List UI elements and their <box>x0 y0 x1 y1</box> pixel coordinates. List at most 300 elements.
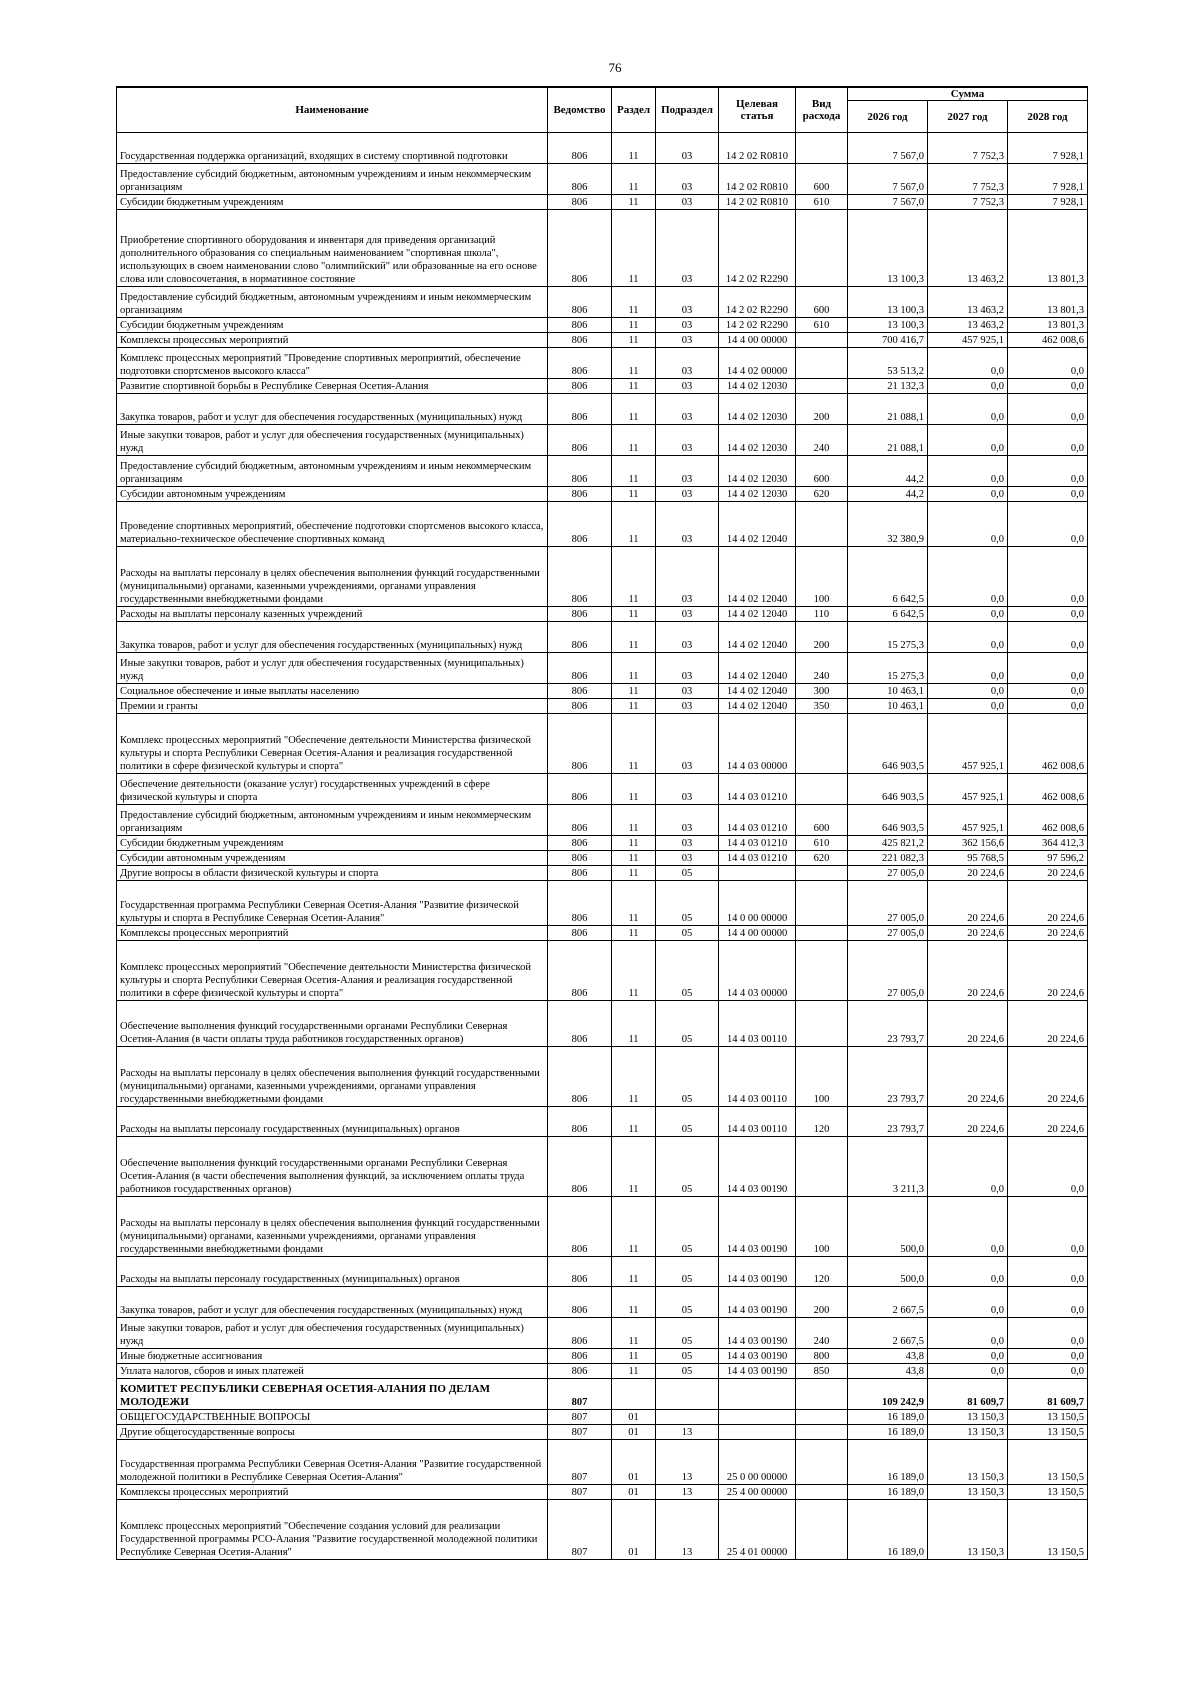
table-row <box>117 622 1088 653</box>
row-name: Субсидии бюджетным учреждениям <box>117 195 548 210</box>
row-sum-2028: 0,0 <box>1008 425 1088 456</box>
header-year-2026: 2026 год <box>848 101 928 133</box>
table-row <box>117 851 1088 866</box>
row-dept: 806 <box>548 1364 612 1379</box>
table-row <box>117 1047 1088 1107</box>
row-sum-2026: 15 275,3 <box>848 622 928 653</box>
table-row <box>117 1440 1088 1485</box>
row-dept: 806 <box>548 941 612 1001</box>
row-subsection: 03 <box>656 394 719 425</box>
row-name: Комплекс процессных мероприятий "Проведение спортивных мероприятий, обеспечение подготовки спортсменов высокого класса" <box>117 348 548 379</box>
row-target <box>719 866 796 881</box>
row-section: 11 <box>612 805 656 836</box>
row-sum-2028: 13 150,5 <box>1008 1410 1088 1425</box>
row-section: 01 <box>612 1500 656 1560</box>
row-sum-2028: 462 008,6 <box>1008 333 1088 348</box>
row-sum-2027: 7 752,3 <box>928 195 1008 210</box>
row-section: 11 <box>612 1287 656 1318</box>
row-sum-2028: 462 008,6 <box>1008 714 1088 774</box>
row-dept: 806 <box>548 487 612 502</box>
row-sum-2027: 13 150,3 <box>928 1500 1008 1560</box>
row-sum-2027: 0,0 <box>928 1287 1008 1318</box>
row-dept: 806 <box>548 714 612 774</box>
row-name: Закупка товаров, работ и услуг для обеспечения государственных (муниципальных) нужд <box>117 1287 548 1318</box>
row-sum-2027: 7 752,3 <box>928 133 1008 164</box>
row-subsection: 05 <box>656 1349 719 1364</box>
row-target: 14 4 00 00000 <box>719 926 796 941</box>
table-row <box>117 1257 1088 1287</box>
row-sum-2028: 20 224,6 <box>1008 866 1088 881</box>
row-expense-type <box>796 333 848 348</box>
row-dept: 807 <box>548 1500 612 1560</box>
row-subsection: 03 <box>656 287 719 318</box>
row-sum-2027: 0,0 <box>928 1318 1008 1349</box>
row-sum-2028: 0,0 <box>1008 348 1088 379</box>
row-dept: 806 <box>548 425 612 456</box>
row-sum-2026: 221 082,3 <box>848 851 928 866</box>
row-sum-2028: 0,0 <box>1008 684 1088 699</box>
row-sum-2026: 10 463,1 <box>848 699 928 714</box>
row-subsection: 03 <box>656 379 719 394</box>
row-name: Государственная программа Республики Северная Осетия-Алания "Развитие государственной молодежной политики в Республике Северная Осетия-Алания" <box>117 1440 548 1485</box>
row-sum-2026: 32 380,9 <box>848 502 928 547</box>
row-section: 11 <box>612 1137 656 1197</box>
row-subsection: 05 <box>656 1047 719 1107</box>
row-sum-2028: 0,0 <box>1008 699 1088 714</box>
row-subsection: 03 <box>656 456 719 487</box>
row-sum-2026: 16 189,0 <box>848 1485 928 1500</box>
row-subsection: 05 <box>656 1107 719 1137</box>
row-expense-type <box>796 774 848 805</box>
row-name: Приобретение спортивного оборудования и инвентаря для приведения организаций дополнительного образования со специальным наименованием "спортивная школа", использующих в своем наименовании слово "олимпийский" или образованные на его основе слова или словосочетания, в нормативное состояние <box>117 210 548 287</box>
row-target: 14 2 02 R0810 <box>719 195 796 210</box>
table-row <box>117 1001 1088 1047</box>
row-dept: 806 <box>548 210 612 287</box>
row-sum-2027: 0,0 <box>928 684 1008 699</box>
table-row <box>117 318 1088 333</box>
row-sum-2026: 23 793,7 <box>848 1047 928 1107</box>
table-row <box>117 1410 1088 1425</box>
row-expense-type: 200 <box>796 622 848 653</box>
table-row <box>117 425 1088 456</box>
row-section: 11 <box>612 622 656 653</box>
row-dept: 806 <box>548 774 612 805</box>
row-dept: 806 <box>548 1197 612 1257</box>
row-subsection: 05 <box>656 1137 719 1197</box>
row-target: 14 4 03 00190 <box>719 1349 796 1364</box>
row-sum-2026: 7 567,0 <box>848 133 928 164</box>
row-dept: 807 <box>548 1410 612 1425</box>
row-dept: 806 <box>548 502 612 547</box>
row-target: 25 0 00 00000 <box>719 1440 796 1485</box>
row-dept: 806 <box>548 318 612 333</box>
row-subsection: 03 <box>656 653 719 684</box>
table-row <box>117 941 1088 1001</box>
row-sum-2026: 425 821,2 <box>848 836 928 851</box>
row-section: 01 <box>612 1410 656 1425</box>
table-row <box>117 1364 1088 1379</box>
row-sum-2027: 457 925,1 <box>928 774 1008 805</box>
row-section: 11 <box>612 926 656 941</box>
row-subsection: 05 <box>656 926 719 941</box>
row-dept: 806 <box>548 881 612 926</box>
row-name: Государственная программа Республики Северная Осетия-Алания "Развитие физической культуры и спорта в Республике Северная Осетия-Алания" <box>117 881 548 926</box>
row-sum-2027: 13 150,3 <box>928 1440 1008 1485</box>
row-dept: 806 <box>548 348 612 379</box>
row-sum-2027: 20 224,6 <box>928 1107 1008 1137</box>
row-sum-2027: 457 925,1 <box>928 333 1008 348</box>
row-sum-2027: 0,0 <box>928 699 1008 714</box>
row-sum-2026: 44,2 <box>848 487 928 502</box>
row-sum-2027: 0,0 <box>928 456 1008 487</box>
row-target: 14 4 02 12040 <box>719 547 796 607</box>
header-expense-type: Вид расхода <box>796 87 848 133</box>
row-sum-2028: 13 801,3 <box>1008 318 1088 333</box>
row-subsection: 03 <box>656 699 719 714</box>
row-name: Другие вопросы в области физической культуры и спорта <box>117 866 548 881</box>
row-name: Расходы на выплаты персоналу казенных учреждений <box>117 607 548 622</box>
row-target: 14 4 02 12030 <box>719 379 796 394</box>
row-dept: 806 <box>548 1107 612 1137</box>
row-sum-2026: 6 642,5 <box>848 547 928 607</box>
row-dept: 807 <box>548 1440 612 1485</box>
header-year-2027: 2027 год <box>928 101 1008 133</box>
row-section: 11 <box>612 941 656 1001</box>
row-subsection: 03 <box>656 348 719 379</box>
row-target: 14 4 03 00000 <box>719 941 796 1001</box>
table-row <box>117 684 1088 699</box>
row-target: 14 2 02 R2290 <box>719 318 796 333</box>
row-sum-2026: 646 903,5 <box>848 774 928 805</box>
row-expense-type <box>796 926 848 941</box>
row-target: 14 4 03 01210 <box>719 774 796 805</box>
row-sum-2027: 13 150,3 <box>928 1410 1008 1425</box>
row-target: 14 4 02 12040 <box>719 502 796 547</box>
row-subsection: 05 <box>656 1287 719 1318</box>
table-row <box>117 502 1088 547</box>
row-subsection: 03 <box>656 851 719 866</box>
row-name: Субсидии автономным учреждениям <box>117 487 548 502</box>
row-subsection: 03 <box>656 164 719 195</box>
row-sum-2028: 7 928,1 <box>1008 133 1088 164</box>
row-name: Субсидии бюджетным учреждениям <box>117 836 548 851</box>
row-subsection <box>656 1379 719 1410</box>
row-sum-2028: 0,0 <box>1008 607 1088 622</box>
row-sum-2027: 7 752,3 <box>928 164 1008 195</box>
row-target: 14 4 03 00110 <box>719 1001 796 1047</box>
table-row <box>117 1318 1088 1349</box>
row-dept: 806 <box>548 622 612 653</box>
row-expense-type: 240 <box>796 425 848 456</box>
row-section: 11 <box>612 684 656 699</box>
row-target: 14 4 03 01210 <box>719 851 796 866</box>
row-section: 11 <box>612 1364 656 1379</box>
row-sum-2026: 2 667,5 <box>848 1318 928 1349</box>
row-subsection: 03 <box>656 195 719 210</box>
row-target: 14 4 03 01210 <box>719 836 796 851</box>
row-section: 11 <box>612 195 656 210</box>
table-row <box>117 333 1088 348</box>
row-sum-2028: 0,0 <box>1008 379 1088 394</box>
row-target: 14 4 03 00190 <box>719 1287 796 1318</box>
row-sum-2027: 20 224,6 <box>928 866 1008 881</box>
row-section: 11 <box>612 333 656 348</box>
row-sum-2026: 10 463,1 <box>848 684 928 699</box>
row-target: 14 4 02 12030 <box>719 487 796 502</box>
row-section: 11 <box>612 699 656 714</box>
header-year-2028: 2028 год <box>1008 101 1088 133</box>
row-sum-2027: 0,0 <box>928 1257 1008 1287</box>
row-subsection: 05 <box>656 1257 719 1287</box>
row-sum-2028: 20 224,6 <box>1008 941 1088 1001</box>
table-row <box>117 210 1088 287</box>
row-sum-2026: 43,8 <box>848 1364 928 1379</box>
row-expense-type: 200 <box>796 1287 848 1318</box>
row-section: 11 <box>612 425 656 456</box>
row-sum-2027: 13 463,2 <box>928 210 1008 287</box>
row-target: 14 4 02 12040 <box>719 699 796 714</box>
row-name: Комплексы процессных мероприятий <box>117 1485 548 1500</box>
table-row <box>117 1107 1088 1137</box>
row-sum-2028: 13 801,3 <box>1008 210 1088 287</box>
row-section: 11 <box>612 210 656 287</box>
row-name: Иные бюджетные ассигнования <box>117 1349 548 1364</box>
row-sum-2027: 0,0 <box>928 653 1008 684</box>
row-subsection: 05 <box>656 1364 719 1379</box>
row-name: Субсидии бюджетным учреждениям <box>117 318 548 333</box>
row-sum-2027: 457 925,1 <box>928 805 1008 836</box>
row-section: 11 <box>612 456 656 487</box>
row-target: 14 2 02 R2290 <box>719 210 796 287</box>
row-target: 14 4 02 12040 <box>719 684 796 699</box>
row-expense-type: 620 <box>796 851 848 866</box>
row-subsection: 13 <box>656 1425 719 1440</box>
row-sum-2027: 20 224,6 <box>928 1001 1008 1047</box>
row-sum-2026: 21 088,1 <box>848 425 928 456</box>
row-name: Социальное обеспечение и иные выплаты населению <box>117 684 548 699</box>
row-target: 14 4 02 12040 <box>719 653 796 684</box>
row-name: Уплата налогов, сборов и иных платежей <box>117 1364 548 1379</box>
row-name: КОМИТЕТ РЕСПУБЛИКИ СЕВЕРНАЯ ОСЕТИЯ-АЛАНИЯ ПО ДЕЛАМ МОЛОДЕЖИ <box>117 1379 548 1410</box>
row-name: Государственная поддержка организаций, входящих в систему спортивной подготовки <box>117 133 548 164</box>
row-expense-type: 600 <box>796 164 848 195</box>
row-sum-2026: 21 132,3 <box>848 379 928 394</box>
table-row <box>117 805 1088 836</box>
row-sum-2028: 20 224,6 <box>1008 881 1088 926</box>
row-name: Комплексы процессных мероприятий <box>117 926 548 941</box>
row-expense-type: 100 <box>796 547 848 607</box>
row-subsection: 03 <box>656 622 719 653</box>
row-expense-type: 600 <box>796 805 848 836</box>
row-dept: 806 <box>548 1349 612 1364</box>
row-expense-type: 350 <box>796 699 848 714</box>
row-sum-2028: 20 224,6 <box>1008 1001 1088 1047</box>
row-dept: 806 <box>548 607 612 622</box>
table-row <box>117 714 1088 774</box>
row-sum-2028: 364 412,3 <box>1008 836 1088 851</box>
row-name: Иные закупки товаров, работ и услуг для обеспечения государственных (муниципальных) нужд <box>117 1318 548 1349</box>
row-sum-2027: 0,0 <box>928 1197 1008 1257</box>
row-expense-type <box>796 941 848 1001</box>
row-sum-2027: 0,0 <box>928 502 1008 547</box>
row-expense-type: 850 <box>796 1364 848 1379</box>
row-sum-2026: 2 667,5 <box>848 1287 928 1318</box>
row-target: 14 0 00 00000 <box>719 881 796 926</box>
row-sum-2026: 16 189,0 <box>848 1410 928 1425</box>
row-subsection: 03 <box>656 607 719 622</box>
header-target: Целевая статья <box>719 87 796 133</box>
row-subsection: 03 <box>656 502 719 547</box>
row-subsection: 05 <box>656 1001 719 1047</box>
row-sum-2028: 0,0 <box>1008 1257 1088 1287</box>
table-row <box>117 1349 1088 1364</box>
table-body <box>117 133 1088 1560</box>
row-sum-2028: 0,0 <box>1008 1287 1088 1318</box>
row-section: 11 <box>612 1318 656 1349</box>
row-subsection: 03 <box>656 318 719 333</box>
row-section: 01 <box>612 1440 656 1485</box>
row-expense-type: 240 <box>796 653 848 684</box>
row-sum-2027: 13 150,3 <box>928 1425 1008 1440</box>
row-expense-type <box>796 714 848 774</box>
row-sum-2027: 0,0 <box>928 348 1008 379</box>
row-section: 11 <box>612 1047 656 1107</box>
row-subsection: 05 <box>656 866 719 881</box>
row-sum-2028: 13 150,5 <box>1008 1500 1088 1560</box>
row-sum-2027: 0,0 <box>928 1364 1008 1379</box>
table-row <box>117 836 1088 851</box>
row-subsection: 03 <box>656 547 719 607</box>
row-name: ОБЩЕГОСУДАРСТВЕННЫЕ ВОПРОСЫ <box>117 1410 548 1425</box>
table-row <box>117 1500 1088 1560</box>
row-sum-2026: 16 189,0 <box>848 1425 928 1440</box>
row-name: Расходы на выплаты персоналу в целях обеспечения выполнения функций государственными (муниципальными) органами, казенными учреждениями, органами управления государственными внебюджетными фондами <box>117 1047 548 1107</box>
row-sum-2026: 500,0 <box>848 1257 928 1287</box>
row-target <box>719 1410 796 1425</box>
row-dept: 806 <box>548 456 612 487</box>
row-section: 11 <box>612 379 656 394</box>
row-name: Расходы на выплаты персоналу в целях обеспечения выполнения функций государственными (муниципальными) органами, казенными учреждениями, органами управления государственными внебюджетными фондами <box>117 1197 548 1257</box>
row-target: 14 4 03 00110 <box>719 1107 796 1137</box>
row-section: 11 <box>612 502 656 547</box>
row-subsection <box>656 1410 719 1425</box>
row-section: 01 <box>612 1485 656 1500</box>
row-name: Обеспечение деятельности (оказание услуг) государственных учреждений в сфере физической культуры и спорта <box>117 774 548 805</box>
row-dept: 806 <box>548 805 612 836</box>
row-dept: 806 <box>548 866 612 881</box>
row-dept: 806 <box>548 699 612 714</box>
row-target: 14 4 03 00190 <box>719 1257 796 1287</box>
row-sum-2027: 0,0 <box>928 394 1008 425</box>
row-expense-type: 610 <box>796 836 848 851</box>
row-subsection: 03 <box>656 133 719 164</box>
row-expense-type: 100 <box>796 1047 848 1107</box>
row-sum-2028: 0,0 <box>1008 502 1088 547</box>
table-row <box>117 607 1088 622</box>
row-sum-2028: 20 224,6 <box>1008 1047 1088 1107</box>
row-section: 11 <box>612 881 656 926</box>
row-expense-type <box>796 1425 848 1440</box>
row-expense-type <box>796 1137 848 1197</box>
row-expense-type <box>796 1500 848 1560</box>
row-sum-2026: 3 211,3 <box>848 1137 928 1197</box>
row-target: 14 2 02 R0810 <box>719 133 796 164</box>
row-dept: 806 <box>548 1001 612 1047</box>
table-row <box>117 1379 1088 1410</box>
row-subsection: 03 <box>656 333 719 348</box>
row-subsection: 13 <box>656 1440 719 1485</box>
row-dept: 806 <box>548 1137 612 1197</box>
row-sum-2028: 7 928,1 <box>1008 164 1088 195</box>
row-target: 14 4 02 12040 <box>719 622 796 653</box>
row-name: Развитие спортивной борьбы в Республике Северная Осетия-Алания <box>117 379 548 394</box>
row-sum-2028: 20 224,6 <box>1008 926 1088 941</box>
row-sum-2028: 13 150,5 <box>1008 1425 1088 1440</box>
budget-table <box>116 86 1088 1560</box>
row-sum-2026: 7 567,0 <box>848 164 928 195</box>
row-sum-2027: 13 150,3 <box>928 1485 1008 1500</box>
row-sum-2027: 95 768,5 <box>928 851 1008 866</box>
row-target: 14 2 02 R2290 <box>719 287 796 318</box>
row-name: Субсидии автономным учреждениям <box>117 851 548 866</box>
table-row <box>117 379 1088 394</box>
row-subsection: 03 <box>656 684 719 699</box>
row-sum-2026: 13 100,3 <box>848 318 928 333</box>
row-sum-2028: 20 224,6 <box>1008 1107 1088 1137</box>
row-subsection: 05 <box>656 1318 719 1349</box>
row-section: 11 <box>612 1107 656 1137</box>
table-row <box>117 699 1088 714</box>
row-section: 11 <box>612 714 656 774</box>
row-section: 11 <box>612 607 656 622</box>
row-sum-2028: 97 596,2 <box>1008 851 1088 866</box>
row-name: Иные закупки товаров, работ и услуг для обеспечения государственных (муниципальных) нужд <box>117 425 548 456</box>
row-sum-2026: 646 903,5 <box>848 714 928 774</box>
row-target: 14 4 02 12030 <box>719 425 796 456</box>
table-row <box>117 195 1088 210</box>
table-row <box>117 487 1088 502</box>
row-subsection: 03 <box>656 425 719 456</box>
row-dept: 806 <box>548 836 612 851</box>
row-sum-2028: 462 008,6 <box>1008 774 1088 805</box>
table-row <box>117 926 1088 941</box>
row-name: Расходы на выплаты персоналу государственных (муниципальных) органов <box>117 1257 548 1287</box>
row-dept: 806 <box>548 133 612 164</box>
row-sum-2028: 7 928,1 <box>1008 195 1088 210</box>
row-sum-2026: 7 567,0 <box>848 195 928 210</box>
row-name: Расходы на выплаты персоналу государственных (муниципальных) органов <box>117 1107 548 1137</box>
row-target: 14 4 03 00190 <box>719 1364 796 1379</box>
table-row <box>117 881 1088 926</box>
row-sum-2027: 0,0 <box>928 1349 1008 1364</box>
row-sum-2028: 81 609,7 <box>1008 1379 1088 1410</box>
row-subsection: 05 <box>656 881 719 926</box>
row-subsection: 03 <box>656 714 719 774</box>
table-row <box>117 866 1088 881</box>
row-target: 14 4 00 00000 <box>719 333 796 348</box>
row-name: Комплекс процессных мероприятий "Обеспечение деятельности Министерства физической культуры и спорта Республики Северная Осетия-Алания и реализация государственной политики в сфере физической культуры и спорта" <box>117 941 548 1001</box>
row-expense-type <box>796 1440 848 1485</box>
row-sum-2026: 53 513,2 <box>848 348 928 379</box>
row-section: 11 <box>612 851 656 866</box>
row-sum-2026: 16 189,0 <box>848 1440 928 1485</box>
row-sum-2028: 0,0 <box>1008 456 1088 487</box>
row-sum-2026: 15 275,3 <box>848 653 928 684</box>
table-row <box>117 133 1088 164</box>
row-section: 11 <box>612 866 656 881</box>
row-sum-2027: 0,0 <box>928 487 1008 502</box>
row-sum-2026: 43,8 <box>848 1349 928 1364</box>
